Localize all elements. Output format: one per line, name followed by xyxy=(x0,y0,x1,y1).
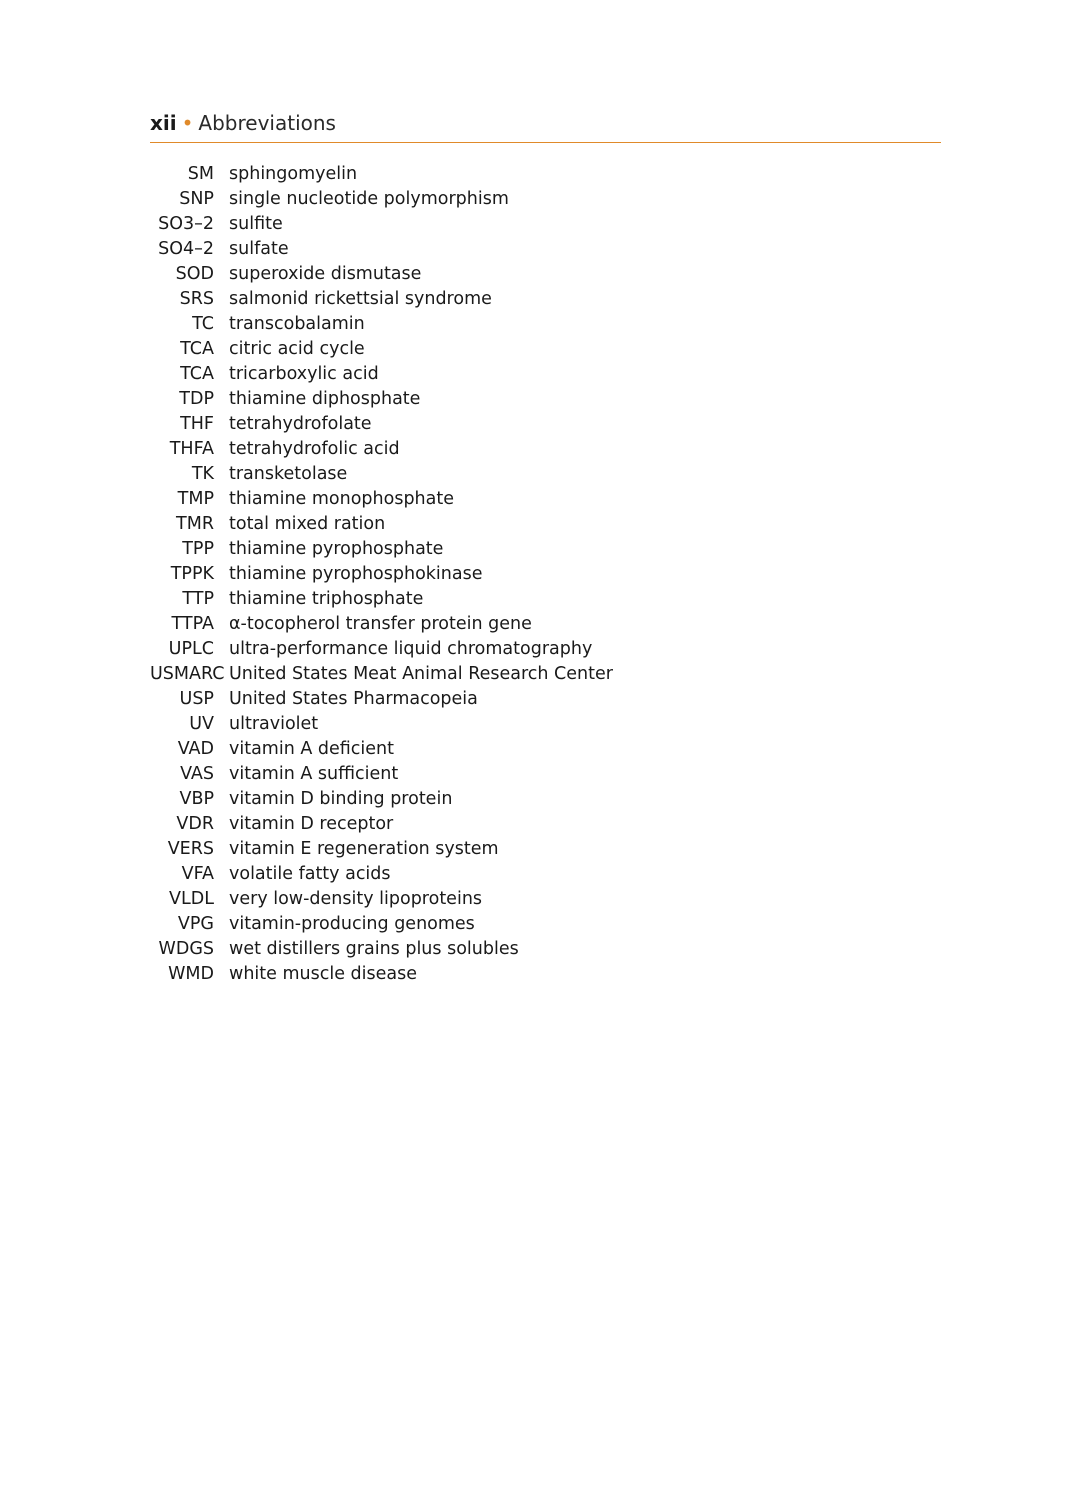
abbreviation-term: VERS xyxy=(167,839,214,859)
abbreviation-row xyxy=(150,337,850,362)
abbreviation-term: SOD xyxy=(175,264,214,284)
abbreviation-row xyxy=(150,312,850,337)
abbreviation-definition: transcobalamin xyxy=(229,314,365,334)
abbreviation-definition: tetrahydrofolic acid xyxy=(229,439,400,459)
page-number: xii xyxy=(150,111,177,135)
abbreviation-definition: salmonid rickettsial syndrome xyxy=(229,289,492,309)
abbreviation-term: TCA xyxy=(180,339,214,359)
abbreviation-term: UV xyxy=(189,714,214,734)
page-header xyxy=(150,108,941,143)
abbreviation-row xyxy=(150,887,850,912)
abbreviation-term: TC xyxy=(192,314,214,334)
abbreviation-row xyxy=(150,387,850,412)
abbreviation-row xyxy=(150,962,850,987)
abbreviation-definition: vitamin A deficient xyxy=(229,739,395,759)
abbreviation-definition: vitamin D binding protein xyxy=(229,789,453,809)
abbreviation-term: TMR xyxy=(176,514,214,534)
abbreviation-term: WMD xyxy=(168,964,214,984)
abbreviation-row xyxy=(150,212,850,237)
abbreviation-row xyxy=(150,837,850,862)
abbreviation-definition: vitamin A sufficient xyxy=(229,764,399,784)
abbreviation-definition: very low-density lipoproteins xyxy=(229,889,483,909)
abbreviation-definition: superoxide dismutase xyxy=(229,264,422,284)
abbreviation-row xyxy=(150,587,850,612)
abbreviation-term: USP xyxy=(179,689,214,709)
abbreviation-row xyxy=(150,737,850,762)
abbreviation-definition: sulfite xyxy=(229,214,283,234)
abbreviation-row xyxy=(150,237,850,262)
abbreviation-term: WDGS xyxy=(158,939,214,959)
abbreviation-term: VDR xyxy=(176,814,214,834)
abbreviation-definition: citric acid cycle xyxy=(229,339,365,359)
abbreviation-row xyxy=(150,187,850,212)
abbreviation-row xyxy=(150,637,850,662)
abbreviation-definition: sphingomyelin xyxy=(229,164,358,184)
abbreviation-term: SRS xyxy=(179,289,214,309)
abbreviation-term: TDP xyxy=(179,389,214,409)
abbreviation-row xyxy=(150,412,850,437)
abbreviation-definition: white muscle disease xyxy=(229,964,417,984)
abbreviation-definition: volatile fatty acids xyxy=(229,864,391,884)
abbreviation-row xyxy=(150,862,850,887)
abbreviation-definition: United States Pharmacopeia xyxy=(229,689,478,709)
abbreviation-term: TTPA xyxy=(171,614,214,634)
abbreviation-row xyxy=(150,562,850,587)
abbreviation-row xyxy=(150,662,850,687)
abbreviation-row xyxy=(150,912,850,937)
abbreviation-term: TPPK xyxy=(170,564,214,584)
abbreviation-term: UPLC xyxy=(168,639,214,659)
abbreviation-term: TMP xyxy=(177,489,214,509)
abbreviation-row xyxy=(150,362,850,387)
abbreviation-definition: single nucleotide polymorphism xyxy=(229,189,509,209)
abbreviation-term: TTP xyxy=(182,589,214,609)
abbreviation-definition: wet distillers grains plus solubles xyxy=(229,939,519,959)
abbreviation-term: THF xyxy=(180,414,214,434)
abbreviation-term: SO4–2 xyxy=(158,239,214,259)
abbreviation-term: TK xyxy=(191,464,214,484)
abbreviation-term: VPG xyxy=(177,914,214,934)
abbreviation-definition: ultraviolet xyxy=(229,714,319,734)
abbreviation-term: VAD xyxy=(177,739,214,759)
abbreviation-term: THFA xyxy=(169,439,214,459)
abbreviation-definition: tetrahydrofolate xyxy=(229,414,372,434)
abbreviation-term: SO3–2 xyxy=(158,214,214,234)
abbreviation-row xyxy=(150,537,850,562)
abbreviation-definition: ultra-performance liquid chromatography xyxy=(229,639,593,659)
abbreviation-row xyxy=(150,437,850,462)
abbreviation-row xyxy=(150,487,850,512)
abbreviation-term: VBP xyxy=(179,789,214,809)
abbreviation-row xyxy=(150,687,850,712)
abbreviation-row xyxy=(150,462,850,487)
abbreviation-row xyxy=(150,787,850,812)
abbreviation-row xyxy=(150,287,850,312)
abbreviation-definition: vitamin E regeneration system xyxy=(229,839,499,859)
abbreviation-definition: thiamine triphosphate xyxy=(229,589,424,609)
abbreviation-term: TCA xyxy=(180,364,214,384)
abbreviation-term: VAS xyxy=(180,764,214,784)
abbreviation-definition: α-tocopherol transfer protein gene xyxy=(229,614,532,634)
abbreviation-row xyxy=(150,712,850,737)
abbreviation-definition: United States Meat Animal Research Center xyxy=(229,664,613,684)
abbreviation-definition: thiamine pyrophosphate xyxy=(229,539,444,559)
abbreviation-definition: sulfate xyxy=(229,239,289,259)
abbreviation-definition: vitamin D receptor xyxy=(229,814,394,834)
abbreviation-term: VFA xyxy=(181,864,214,884)
abbreviation-row xyxy=(150,812,850,837)
abbreviation-term: SM xyxy=(187,164,214,184)
abbreviation-row xyxy=(150,762,850,787)
running-head xyxy=(150,110,336,136)
abbreviation-row xyxy=(150,937,850,962)
abbreviation-definition: transketolase xyxy=(229,464,348,484)
abbreviation-row xyxy=(150,512,850,537)
abbreviation-definition: thiamine diphosphate xyxy=(229,389,421,409)
abbreviation-term: USMARC xyxy=(150,664,225,684)
abbreviation-list xyxy=(150,162,850,987)
abbreviation-definition: tricarboxylic acid xyxy=(229,364,379,384)
abbreviation-row xyxy=(150,262,850,287)
bullet-separator: • xyxy=(181,111,194,135)
abbreviation-term: TPP xyxy=(182,539,214,559)
abbreviation-definition: thiamine monophosphate xyxy=(229,489,454,509)
section-title: Abbreviations xyxy=(198,111,336,135)
abbreviation-definition: total mixed ration xyxy=(229,514,386,534)
abbreviation-term: VLDL xyxy=(169,889,214,909)
abbreviation-definition: thiamine pyrophosphokinase xyxy=(229,564,483,584)
abbreviation-definition: vitamin-producing genomes xyxy=(229,914,475,934)
abbreviation-row xyxy=(150,162,850,187)
abbreviation-row xyxy=(150,612,850,637)
abbreviation-term: SNP xyxy=(179,189,214,209)
